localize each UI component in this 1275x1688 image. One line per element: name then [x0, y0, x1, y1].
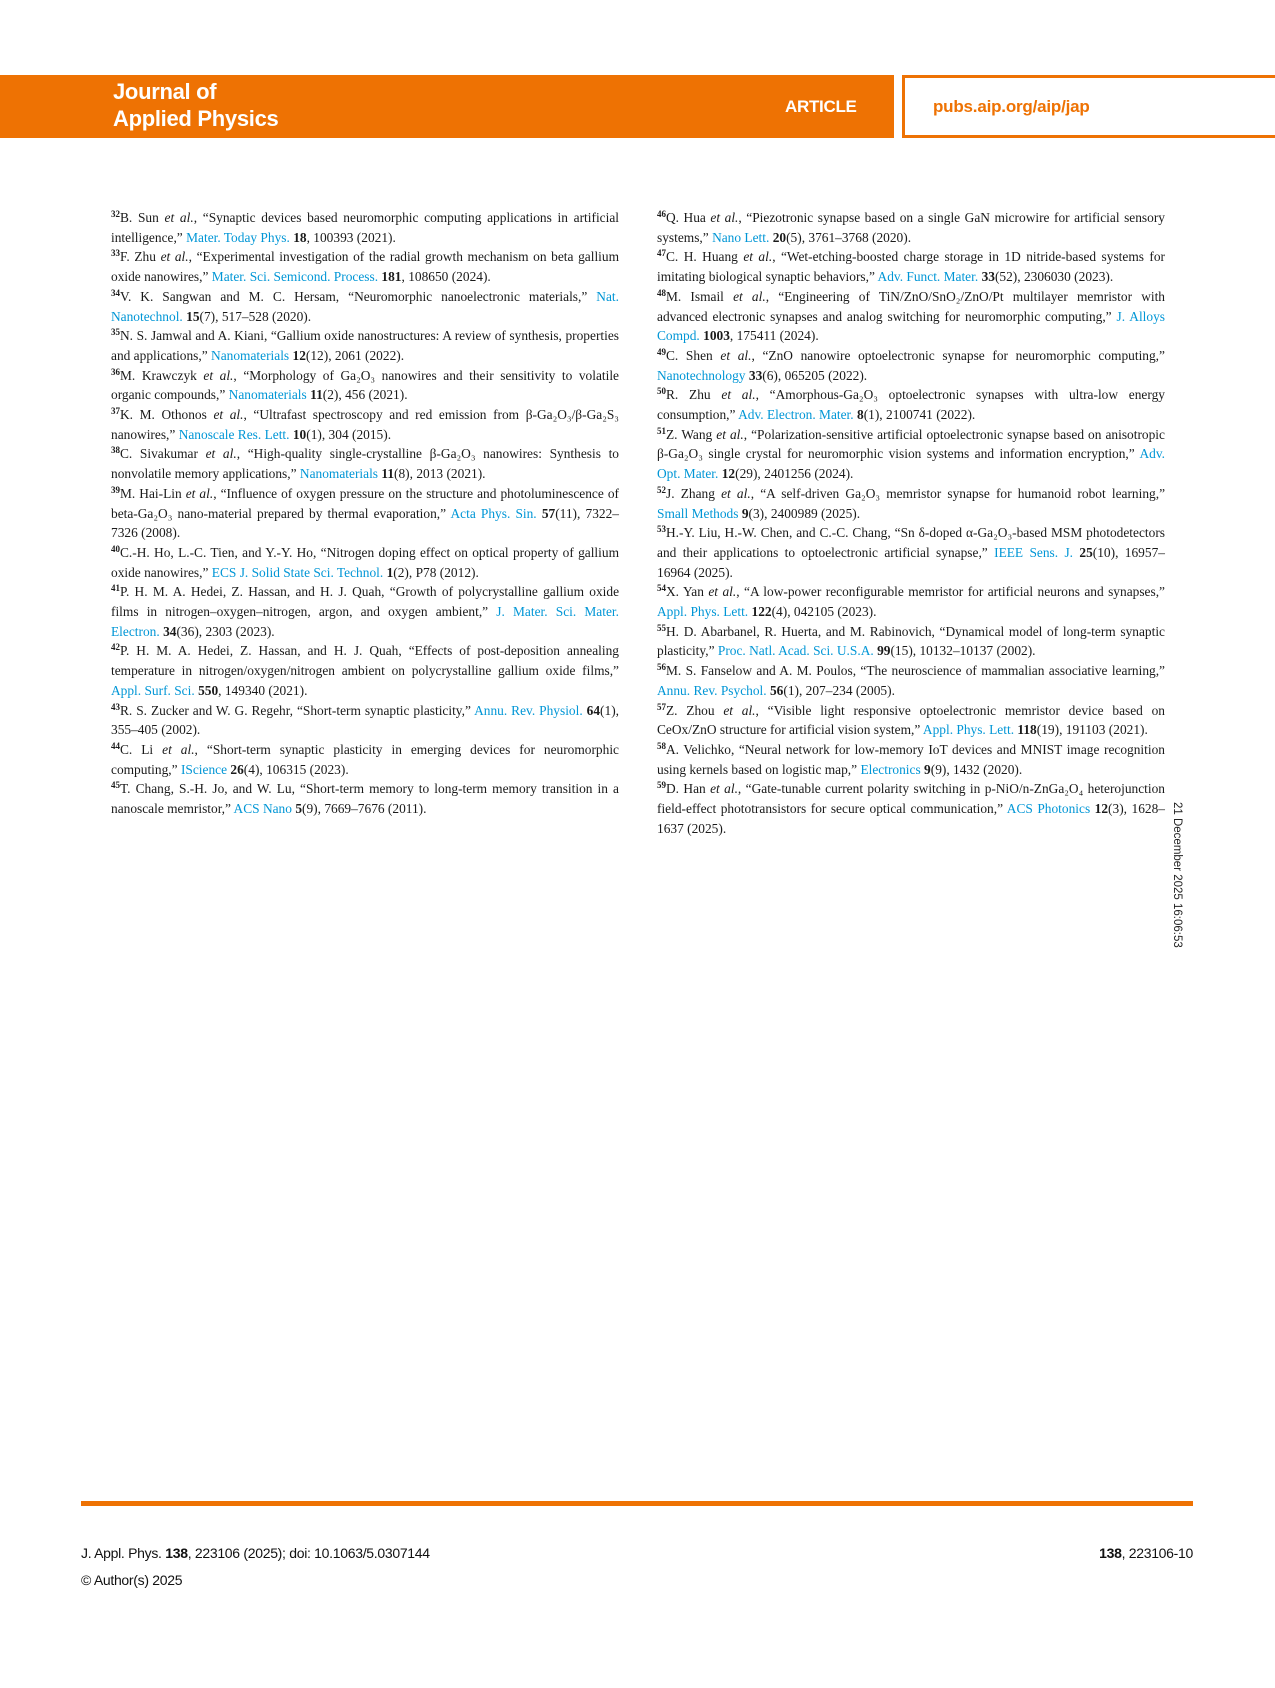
reference-pages-year: (4), 106315 (2023). — [243, 761, 349, 777]
journal-url-link[interactable]: pubs.aip.org/aip/jap — [933, 97, 1090, 116]
reference-number: 47 — [657, 248, 666, 259]
et-al: et al. — [721, 387, 756, 403]
reference-title: “Neural network for low-memory IoT devices and MNIST image recognition using kernels based on logistic map,” — [657, 741, 1165, 777]
footer-page-number — [1099, 1545, 1193, 1561]
footer-citation — [81, 1545, 430, 1561]
et-al: et al. — [710, 781, 738, 797]
reference-authors: V. K. Sangwan and M. C. Hersam — [120, 288, 336, 304]
reference-title: “Morphology of Ga₂O₃ nanowires and their sensitivity to volatile organic compounds,” — [111, 367, 619, 403]
reference-pages-year: (1), 2100741 (2022). — [863, 407, 976, 423]
reference-number: 55 — [657, 622, 666, 633]
reference-pages-year: , 175411 (2024). — [729, 328, 819, 344]
journal-title-line1: Journal of — [113, 79, 217, 104]
reference-number: 42 — [111, 642, 120, 653]
reference-number: 34 — [111, 287, 120, 298]
reference-authors: X. Yan — [666, 584, 704, 600]
et-al: et al. — [164, 210, 194, 225]
reference-item: $^{49}$C. Shen et al., “ZnO nanowire optoelectronic synapse for neuromorphic computing,” Nanotechnology 33(6), 065205 (2022). — [657, 346, 1165, 383]
reference-pages-year: (12), 2061 (2022). — [305, 347, 405, 363]
reference-authors: M. Ismail — [666, 288, 724, 304]
reference-journal-link[interactable]: Nanomaterials — [228, 387, 307, 403]
reference-authors: P. H. M. A. Hedei, Z. Hassan, and H. J. Quah — [120, 643, 399, 659]
reference-authors: H. D. Abarbanel, R. Huerta, and M. Rabinovich — [666, 623, 932, 639]
reference-pages-year: (3), 1628–1637 (2025). — [657, 801, 1165, 836]
reference-pages-year: (15), 10132–10137 (2002). — [890, 643, 1036, 659]
reference-journal-link[interactable]: Adv. Funct. Mater. — [877, 269, 979, 285]
citation-journal: J. Appl. Phys. — [81, 1545, 162, 1561]
reference-title: “Engineering of TiN/ZnO/SnO₂/ZnO/Pt multilayer memristor with advanced electronic synapses and analog switching for neuromorphic computing,” — [657, 288, 1166, 324]
reference-item: $^{51}$Z. Wang et al., “Polarization-sensitive artificial optoelectronic synapse based on anisotropic β-Ga₂O₃ single crystal for neuromorphic vision systems and information encryption,” Adv. Opt. Mater. 12(29), 2401256 (2024). — [657, 425, 1166, 482]
reference-title: “Wet-etching-boosted charge storage in 1D nitride-based systems for imitating biological synaptic behaviors,” — [657, 249, 1166, 285]
reference-volume: 12 — [1094, 801, 1109, 817]
reference-pages-year: (7), 517–528 (2020). — [199, 308, 312, 324]
reference-pages-year: , 149340 (2021). — [218, 682, 308, 698]
reference-volume: 57 — [541, 505, 556, 521]
reference-number: 44 — [111, 740, 120, 751]
reference-pages-year: (4), 042105 (2023). — [771, 604, 877, 620]
reference-journal-link[interactable]: Acta Phys. Sin. — [450, 505, 537, 521]
reference-title: “Gallium oxide nanostructures: A review of synthesis, properties and applications,” — [111, 328, 620, 363]
references-left-column — [111, 208, 619, 819]
reference-journal-link[interactable]: Small Methods — [657, 505, 739, 521]
reference-pages-year: (9), 1432 (2020). — [930, 761, 1023, 777]
reference-pages-year: (2), P78 (2012). — [393, 564, 479, 580]
reference-volume: 1 — [386, 564, 394, 580]
journal-title-line2: Applied Physics — [113, 106, 279, 131]
reference-item: $^{38}$C. Sivakumar et al., “High-quality single-crystalline β-Ga₂O₃ nanowires: Synthesis to nonvolatile memory applications,” Nanomaterials 11(8), 2013 (2021). — [111, 445, 619, 482]
reference-volume: 181 — [381, 269, 402, 285]
reference-authors: P. H. M. A. Hedei, Z. Hassan, and H. J. Quah — [120, 584, 382, 600]
reference-authors: N. S. Jamwal and A. Kiani — [120, 328, 264, 344]
reference-item: $^{58}$A. Velichko, “Neural network for low-memory IoT devices and MNIST image recognition using kernels based on logistic map,” Electronics 9(9), 1432 (2020). — [657, 740, 1165, 777]
reference-number: 32 — [111, 209, 120, 219]
reference-number: 54 — [657, 583, 666, 594]
footer-copyright: © Author(s) 2025 — [81, 1572, 183, 1588]
reference-journal-link[interactable]: Nat. Nanotechnol. — [111, 288, 619, 324]
reference-title: “Neuromorphic nanoelectronic materials,” — [348, 288, 588, 304]
article-label: ARTICLE — [785, 97, 857, 116]
reference-journal-link[interactable]: Mater. Today Phys. — [186, 229, 290, 245]
reference-number: 58 — [657, 740, 666, 751]
reference-authors: F. Zhu — [120, 249, 156, 265]
reference-authors: Q. Hua — [666, 210, 706, 225]
reference-volume: 25 — [1079, 544, 1093, 560]
reference-journal-link[interactable]: ECS J. Solid State Sci. Technol. — [211, 564, 384, 580]
reference-item: $^{54}$X. Yan et al., “A low-power reconfigurable memristor for artificial neurons and synapses,” Appl. Phys. Lett. 122(4), 042105 (2023). — [657, 583, 1165, 620]
et-al: et al. — [213, 407, 244, 423]
reference-title: “Short-term synaptic plasticity,” — [296, 702, 471, 718]
reference-journal-link[interactable]: Nano Lett. — [712, 229, 770, 245]
reference-authors: K. M. Othonos — [120, 407, 207, 423]
reference-item: $^{36}$M. Krawczyk et al., “Morphology of Ga₂O₃ nanowires and their sensitivity to volatile organic compounds,” Nanomaterials 11(2), 456 (2021). — [111, 366, 619, 403]
reference-item: $^{32}$B. Sun et al., “Synaptic devices based neuromorphic computing applications in artificial intelligence,” Mater. Today Phys. 18, 100393 (2021). — [111, 209, 619, 245]
reference-item: $^{45}$T. Chang, S.-H. Jo, and W. Lu, “Short-term memory to long-term memory transition in a nanoscale memristor,” ACS Nano 5(9), 7669–7676 (2011). — [111, 780, 619, 817]
reference-item: $^{50}$R. Zhu et al., “Amorphous-Ga₂O₃ optoelectronic synapses with ultra-low energy consumption,” Adv. Electron. Mater. 8(1), 2100741 (2022). — [657, 386, 1165, 423]
reference-item: $^{34}$V. K. Sangwan and M. C. Hersam, “Neuromorphic nanoelectronic materials,” Nat. Nanotechnol. 15(7), 517–528 (2020). — [111, 287, 619, 324]
reference-title: “Synaptic devices based neuromorphic computing applications in artificial intelligence,” — [111, 210, 619, 245]
et-al: et al. — [720, 347, 752, 363]
reference-authors: M. Hai-Lin — [120, 485, 182, 501]
reference-pages-year: (8), 2013 (2021). — [394, 466, 486, 482]
reference-number: 43 — [111, 701, 120, 712]
reference-volume: 26 — [230, 761, 244, 777]
reference-authors: H.-Y. Liu, H.-W. Chen, and C.-C. Chang — [666, 525, 888, 541]
reference-number: 35 — [111, 327, 120, 338]
reference-authors: J. Zhang — [666, 485, 715, 501]
reference-volume: 15 — [186, 308, 200, 324]
et-al: et al. — [721, 485, 751, 501]
reference-title: “Nitrogen doping effect on optical property of gallium oxide nanowires,” — [111, 544, 619, 580]
et-al: et al. — [205, 446, 237, 462]
reference-title: “Growth of polycrystalline gallium oxide films in nitrogen–oxygen–nitrogen, argon, and oxygen ambient,” — [111, 584, 620, 620]
reference-volume: 5 — [295, 801, 303, 817]
reference-volume: 18 — [293, 229, 307, 245]
reference-pages-year: (1), 207–234 (2005). — [783, 682, 895, 698]
reference-authors: Z. Zhou — [666, 702, 715, 718]
et-al: et al. — [162, 741, 195, 757]
reference-journal-link[interactable]: Appl. Phys. Lett. — [657, 604, 749, 620]
reference-number: 39 — [111, 484, 120, 495]
journal-title — [113, 78, 278, 132]
reference-title: “Ultrafast spectroscopy and red emission from β-Ga₂O₃/β-Ga₂S₃ nanowires,” — [111, 407, 619, 442]
reference-item: $^{39}$M. Hai-Lin et al., “Influence of oxygen pressure on the structure and photoluminescence of beta-Ga₂O₃ nano-material prepared by thermal evaporation,” Acta Phys. Sin. 57(11), 7322–7326 (2008). — [111, 484, 619, 541]
reference-journal-link[interactable]: IScience — [180, 761, 228, 777]
et-al: et al. — [723, 702, 756, 718]
reference-volume: 34 — [163, 623, 177, 639]
reference-title: “Sn δ-doped α-Ga₂O₃-based MSM photodetectors and their applications to optoelectronic artificial synapse,” — [657, 525, 1165, 560]
reference-pages-year: (9), 7669–7676 (2011). — [302, 801, 427, 817]
et-al: et al. — [743, 249, 773, 265]
reference-journal-link[interactable]: Adv. Electron. Mater. — [738, 407, 854, 423]
reference-authors: C. Li — [120, 741, 154, 757]
reference-item: $^{57}$Z. Zhou et al., “Visible light responsive optoelectronic memristor device based on CeOx/ZnO structure for artificial vision system,” Appl. Phys. Lett. 118(19), 191103 (2021). — [657, 701, 1166, 738]
reference-journal-link[interactable]: Annu. Rev. Physiol. — [474, 702, 583, 718]
reference-title: “Short-term memory to long-term memory transition in a nanoscale memristor,” — [111, 781, 619, 817]
reference-title: “Dynamical model of long-term synaptic plasticity,” — [657, 623, 1165, 659]
reference-pages-year: (1), 304 (2015). — [306, 426, 392, 442]
reference-volume: 9 — [741, 505, 749, 521]
reference-volume: 8 — [856, 407, 864, 423]
reference-pages-year: (52), 2306030 (2023). — [994, 269, 1114, 285]
reference-volume: 99 — [877, 643, 891, 659]
reference-title: “Effects of post-deposition annealing temperature in nitrogen/oxygen/nitrogen ambient on polycrystalline gallium oxide films,” — [111, 643, 619, 679]
reference-journal-link[interactable]: Nanoscale Res. Lett. — [178, 426, 290, 442]
reference-journal-link[interactable]: J. Alloys Compd. — [657, 308, 1165, 344]
reference-journal-link[interactable]: Nanomaterials — [211, 347, 290, 363]
reference-pages-year: (10), 16957–16964 (2025). — [657, 544, 1165, 580]
reference-authors: C. Shen — [666, 347, 713, 363]
et-al: et al. — [160, 249, 189, 265]
reference-pages-year: (3), 2400989 (2025). — [748, 505, 861, 521]
reference-journal-link[interactable]: Electronics — [860, 761, 921, 777]
reference-authors: M. Krawczyk — [120, 367, 197, 383]
reference-pages-year: (36), 2303 (2023). — [176, 623, 275, 639]
reference-authors: M. S. Fanselow and A. M. Poulos — [666, 663, 853, 679]
reference-item: $^{42}$P. H. M. A. Hedei, Z. Hassan, and H. J. Quah, “Effects of post-deposition annealing temperature in nitrogen/oxygen/nitrogen ambient on polycrystalline gallium oxide films,” Appl. Surf. Sci. 550, 149340 (2021). — [111, 642, 619, 698]
reference-number: 33 — [111, 248, 120, 259]
reference-number: 51 — [657, 425, 666, 436]
et-al: et al. — [203, 367, 234, 383]
reference-authors: A. Velichko — [666, 741, 731, 757]
reference-title: “Gate-tunable current polarity switching in p-NiO/n-ZnGa₂O₄ heterojunction field-effect phototransistors for secure optical communication,” — [657, 781, 1165, 817]
reference-authors: C.-H. Ho, L.-C. Tien, and Y.-Y. Ho — [120, 544, 313, 560]
download-timestamp: 21 December 2025 16:06:53 — [1171, 802, 1183, 948]
references-right-column — [657, 208, 1165, 839]
reference-journal-link[interactable]: Appl. Surf. Sci. — [111, 682, 195, 698]
reference-authors: C. Sivakumar — [120, 446, 198, 462]
reference-title: “Experimental investigation of the radial growth mechanism on beta gallium oxide nanowires,” — [111, 249, 620, 285]
reference-item: $^{47}$C. H. Huang et al., “Wet-etching-boosted charge storage in 1D nitride-based systems for imitating biological synaptic behaviors,” Adv. Funct. Mater. 33(52), 2306030 (2023). — [657, 248, 1166, 285]
reference-journal-link[interactable]: IEEE Sens. J. — [994, 544, 1074, 560]
reference-title: “Piezotronic synapse based on a single GaN microwire for artificial sensory systems,” — [657, 210, 1165, 245]
reference-title: “Amorphous-Ga₂O₃ optoelectronic synapses with ultra-low energy consumption,” — [657, 387, 1165, 423]
reference-number: 57 — [657, 701, 666, 712]
reference-number: 46 — [657, 209, 666, 219]
reference-item: $^{41}$P. H. M. A. Hedei, Z. Hassan, and H. J. Quah, “Growth of polycrystalline gallium oxide films in nitrogen–oxygen–nitrogen, argon, and oxygen ambient,” J. Mater. Sci. Mater. Electron. 34(36), 2303 (2023). — [111, 583, 620, 639]
reference-pages-year: , 100393 (2021). — [306, 229, 396, 245]
reference-item: $^{55}$H. D. Abarbanel, R. Huerta, and M. Rabinovich, “Dynamical model of long-term synaptic plasticity,” Proc. Natl. Acad. Sci. U.S.A. 99(15), 10132–10137 (2002). — [657, 622, 1165, 659]
reference-item: $^{59}$D. Han et al., “Gate-tunable current polarity switching in p-NiO/n-ZnGa₂O₄ heterojunction field-effect phototransistors for secure optical communication,” ACS Photonics 12(3), 1628–1637 (2025). — [657, 780, 1165, 836]
reference-volume: 10 — [292, 426, 307, 442]
reference-number: 53 — [657, 524, 666, 535]
reference-volume: 33 — [981, 269, 995, 285]
reference-item: $^{37}$K. M. Othonos et al., “Ultrafast spectroscopy and red emission from β-Ga₂O₃/β-Ga₂S₃ nanowires,” Nanoscale Res. Lett. 10(1), 304 (2015). — [111, 406, 619, 442]
reference-authors: R. Zhu — [666, 387, 711, 403]
reference-item: $^{48}$M. Ismail et al., “Engineering of TiN/ZnO/SnO₂/ZnO/Pt multilayer memristor with advanced electronic synapses and analog switching for neuromorphic computing,” J. Alloys Compd. 1003, 175411 (2024). — [657, 287, 1166, 344]
reference-item: $^{44}$C. Li et al., “Short-term synaptic plasticity in emerging devices for neuromorphic computing,” IScience 26(4), 106315 (2023). — [111, 740, 619, 777]
reference-volume: 12 — [292, 347, 306, 363]
reference-item: $^{43}$R. S. Zucker and W. G. Regehr, “Short-term synaptic plasticity,” Annu. Rev. Physiol. 64(1), 355–405 (2002). — [111, 701, 620, 738]
reference-pages-year: (19), 191103 (2021). — [1036, 722, 1148, 738]
reference-volume: 11 — [310, 387, 323, 403]
citation-details: , 223106 (2025); doi: 10.1063/5.0307144 — [187, 1545, 430, 1561]
reference-journal-link[interactable]: Annu. Rev. Psychol. — [657, 682, 767, 698]
reference-journal-link[interactable]: Mater. Sci. Semicond. Process. — [211, 269, 379, 285]
reference-pages-year: , 108650 (2024). — [401, 269, 491, 285]
reference-number: 37 — [111, 406, 120, 417]
reference-volume: 12 — [721, 466, 736, 482]
reference-journal-link[interactable]: Adv. Opt. Mater. — [657, 446, 1166, 482]
reference-number: 50 — [657, 386, 666, 397]
reference-number: 56 — [657, 662, 666, 673]
reference-item: $^{52}$J. Zhang et al., “A self-driven Ga₂O₃ memristor synapse for humanoid robot learning,” Small Methods 9(3), 2400989 (2025). — [657, 484, 1166, 521]
reference-title: “The neuroscience of mammalian associative learning,” — [860, 663, 1166, 679]
reference-volume: 9 — [924, 761, 931, 777]
page-number: , 223106-10 — [1121, 1545, 1193, 1561]
et-al: et al. — [716, 426, 744, 442]
reference-authors: C. H. Huang — [666, 249, 738, 265]
et-al: et al. — [733, 288, 766, 304]
reference-journal-link[interactable]: Nanomaterials — [299, 466, 379, 482]
reference-title: “Polarization-sensitive artificial optoelectronic synapse based on anisotropic β-Ga₂O₃ single crystal for neuromorphic vision systems and information encryption,” — [657, 426, 1165, 462]
et-al: et al. — [710, 210, 739, 225]
reference-authors: T. Chang, S.-H. Jo, and W. Lu — [120, 781, 292, 797]
reference-item: $^{46}$Q. Hua et al., “Piezotronic synapse based on a single GaN microwire for artificial sensory systems,” Nano Lett. 20(5), 3761–3768 (2020). — [657, 209, 1165, 245]
reference-number: 38 — [111, 445, 120, 456]
reference-title: “A low-power reconfigurable memristor for artificial neurons and synapses,” — [744, 584, 1165, 600]
reference-pages-year: (29), 2401256 (2024). — [735, 466, 854, 482]
reference-authors: R. S. Zucker and W. G. Regehr — [120, 702, 290, 718]
reference-number: 40 — [111, 543, 120, 554]
reference-item: $^{40}$C.-H. Ho, L.-C. Tien, and Y.-Y. Ho, “Nitrogen doping effect on optical property of gallium oxide nanowires,” ECS J. Solid State Sci. Technol. 1(2), P78 (2012). — [111, 543, 619, 580]
reference-title: “Influence of oxygen pressure on the structure and photoluminescence of beta-Ga₂O₃ nano-material prepared by thermal evaporation,” — [111, 485, 619, 521]
reference-volume: 118 — [1017, 722, 1037, 738]
footer-rule — [81, 1501, 1193, 1506]
reference-item: $^{33}$F. Zhu et al., “Experimental investigation of the radial growth mechanism on beta gallium oxide nanowires,” Mater. Sci. Semicond. Process. 181, 108650 (2024). — [111, 248, 620, 285]
et-al: et al. — [185, 485, 214, 501]
reference-title: “Visible light responsive optoelectronic memristor device based on CeOx/ZnO structure for artificial vision system,” — [657, 702, 1166, 738]
page-volume: 138 — [1099, 1545, 1122, 1561]
reference-journal-link[interactable]: ACS Nano — [233, 801, 292, 817]
reference-title: “A self-driven Ga₂O₃ memristor synapse for humanoid robot learning,” — [760, 485, 1166, 501]
reference-journal-link[interactable]: Nanotechnology — [657, 367, 746, 383]
reference-authors: Z. Wang — [666, 426, 713, 442]
reference-volume: 33 — [748, 367, 763, 383]
reference-title: “High-quality single-crystalline β-Ga₂O₃ nanowires: Synthesis to nonvolatile memory applications,” — [111, 446, 619, 482]
reference-volume: 64 — [586, 702, 601, 718]
reference-pages-year: (6), 065205 (2022). — [762, 367, 868, 383]
et-al: et al. — [708, 584, 737, 600]
reference-pages-year: (1), 355–405 (2002). — [111, 702, 620, 738]
reference-volume: 122 — [751, 604, 772, 620]
reference-number: 59 — [657, 780, 666, 791]
reference-volume: 20 — [772, 229, 787, 245]
reference-item: $^{56}$M. S. Fanselow and A. M. Poulos, “The neuroscience of mammalian associative learning,” Annu. Rev. Psychol. 56(1), 207–234 (2005). — [657, 662, 1166, 698]
reference-authors: B. Sun — [120, 210, 159, 225]
reference-volume: 11 — [381, 466, 395, 482]
reference-volume: 1003 — [703, 328, 730, 344]
reference-number: 49 — [657, 346, 666, 357]
reference-title: “ZnO nanowire optoelectronic synapse for neuromorphic computing,” — [762, 347, 1165, 363]
citation-volume: 138 — [165, 1545, 188, 1561]
reference-journal-link[interactable]: Proc. Natl. Acad. Sci. U.S.A. — [717, 643, 874, 659]
reference-journal-link[interactable]: J. Mater. Sci. Mater. Electron. — [111, 604, 619, 639]
reference-volume: 56 — [769, 682, 784, 698]
reference-item: $^{35}$N. S. Jamwal and A. Kiani, “Gallium oxide nanostructures: A review of synthesis, properties and applications,” Nanomaterials 12(12), 2061 (2022). — [111, 327, 620, 363]
reference-number: 48 — [657, 287, 666, 298]
reference-number: 52 — [657, 484, 666, 495]
reference-pages-year: (11), 7322–7326 (2008). — [111, 505, 619, 541]
reference-pages-year: (5), 3761–3768 (2020). — [786, 229, 912, 245]
reference-title: “Short-term synaptic plasticity in emerging devices for neuromorphic computing,” — [111, 741, 619, 777]
reference-number: 45 — [111, 780, 120, 791]
reference-journal-link[interactable]: Appl. Phys. Lett. — [922, 722, 1015, 738]
reference-journal-link[interactable]: ACS Photonics — [1006, 801, 1091, 817]
reference-authors: D. Han — [666, 781, 706, 797]
reference-number: 41 — [111, 583, 120, 594]
reference-number: 36 — [111, 366, 120, 377]
reference-item: $^{53}$H.-Y. Liu, H.-W. Chen, and C.-C. Chang, “Sn δ-doped α-Ga₂O₃-based MSM photodetectors and their applications to optoelectronic artificial synapse,” IEEE Sens. J. 25(10), 16957–16964 (2025). — [657, 524, 1165, 580]
reference-volume: 550 — [198, 682, 219, 698]
reference-pages-year: (2), 456 (2021). — [322, 387, 408, 403]
